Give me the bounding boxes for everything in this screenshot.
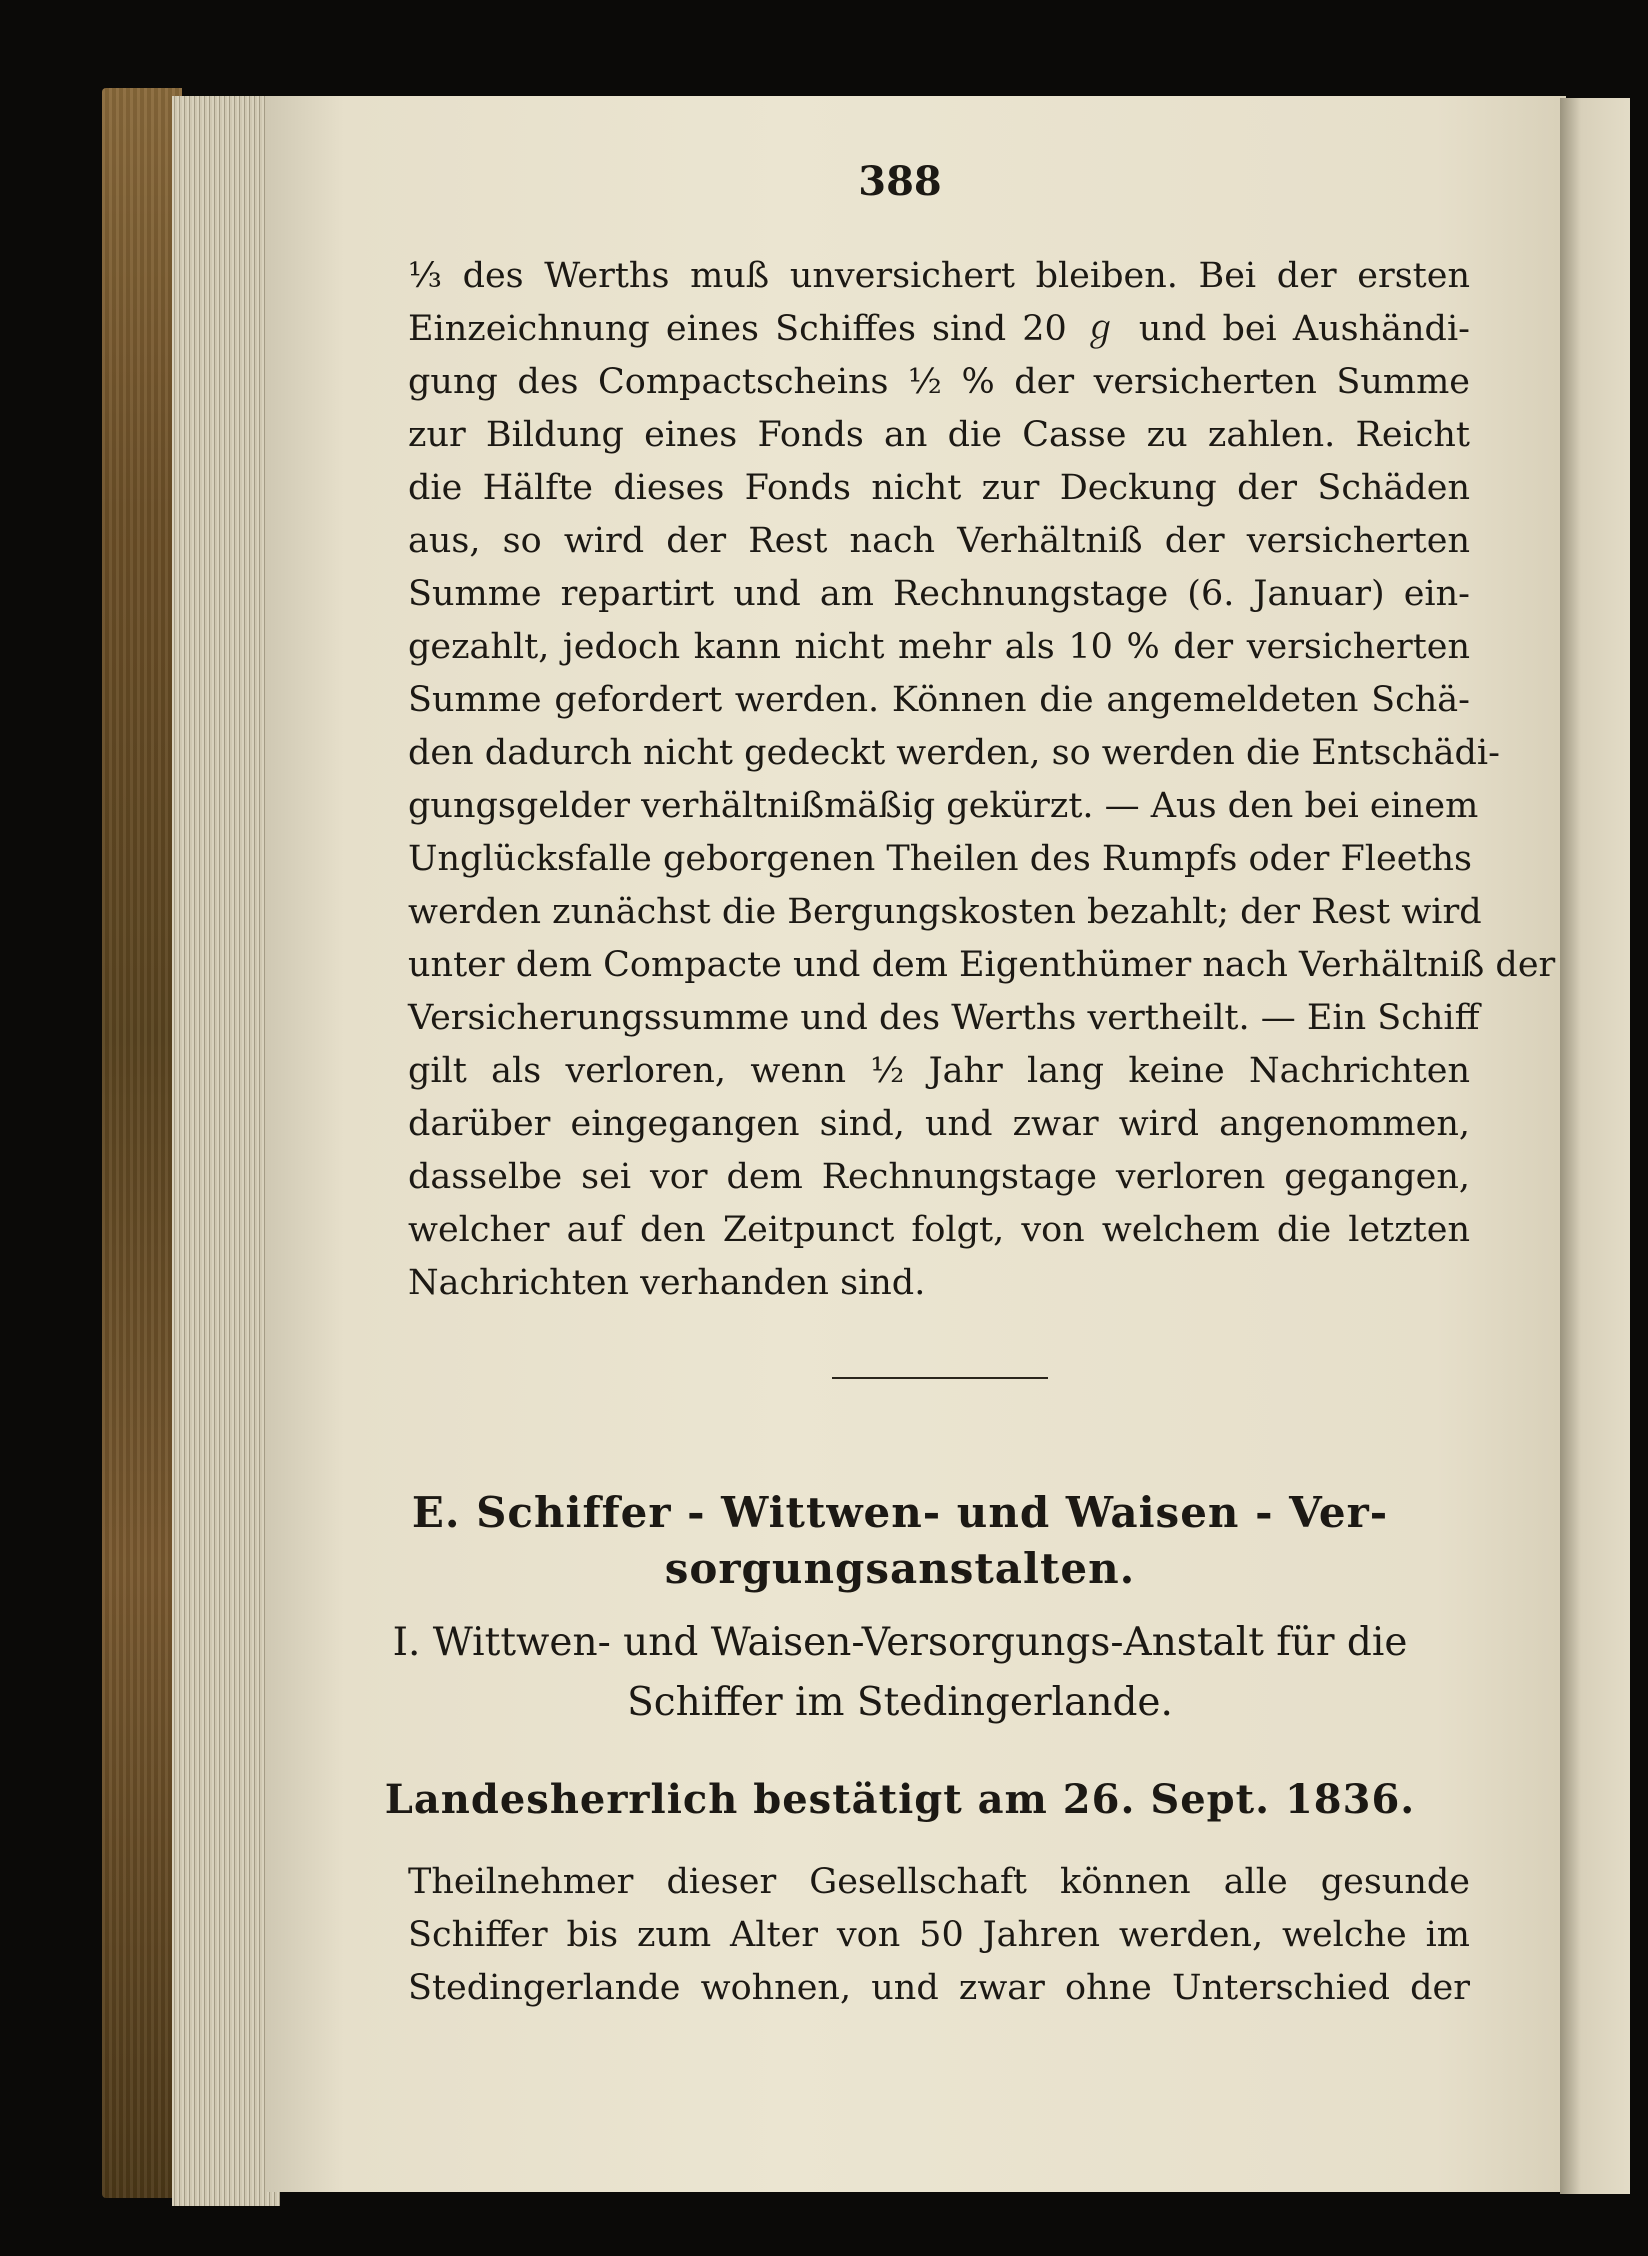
body-line: dasselbe sei vor dem Rechnungstage verloren gegangen,	[408, 1157, 1470, 1197]
body-line: darüber eingegangen sind, und zwar wird angenommen,	[408, 1104, 1470, 1144]
body-line: Nachrichten verhanden sind.	[408, 1263, 926, 1303]
body-line: gungsgelder verhältnißmäßig gekürzt. — Aus den bei einem	[408, 786, 1479, 826]
body-line: unter dem Compacte und dem Eigenthümer nach Verhältniß der	[408, 945, 1556, 985]
body-line: die Hälfte dieses Fonds nicht zur Deckung der Schäden	[408, 468, 1470, 508]
body-line: Stedingerlande wohnen, und zwar ohne Unterschied der	[408, 1968, 1470, 2008]
subsection-heading-line-2: Schiffer im Stedingerlande.	[627, 1680, 1173, 1725]
body-line: welcher auf den Zeitpunct folgt, von welchem die letzten	[408, 1210, 1470, 1250]
body-line: Summe repartirt und am Rechnungstage (6. Januar) ein-	[408, 574, 1470, 614]
confirmation-line: Landesherrlich bestätigt am 26. Sept. 1836.	[384, 1776, 1416, 1823]
section-heading-line-1: E. Schiffer - Wittwen- und Waisen - Ver-	[411, 1488, 1389, 1537]
body-line: werden zunächst die Bergungskosten bezahlt; der Rest wird	[408, 892, 1482, 932]
page-number: 388	[858, 158, 942, 205]
page-stack-edges	[172, 96, 280, 2206]
body-line: gezahlt, jedoch kann nicht mehr als 10 % der versicherten	[408, 627, 1470, 667]
facing-page-edge	[1560, 98, 1630, 2194]
body-line: ⅓ des Werths muß unversichert bleiben. Bei der ersten	[408, 256, 1470, 296]
body-line: Unglücksfalle geborgenen Theilen des Rumpfs oder Fleeths	[408, 839, 1472, 879]
body-line: Versicherungssumme und des Werths vertheilt. — Ein Schiff	[408, 998, 1480, 1038]
body-line: zur Bildung eines Fonds an die Casse zu zahlen. Reicht	[408, 415, 1470, 455]
section-divider	[832, 1377, 1048, 1379]
body-line: Theilnehmer dieser Gesellschaft können alle gesunde	[408, 1862, 1470, 1902]
body-line: Schiffer bis zum Alter von 50 Jahren werden, welche im	[408, 1915, 1470, 1955]
body-line: Summe gefordert werden. Können die angemeldeten Schä-	[408, 680, 1470, 720]
book-cover-edge	[102, 88, 182, 2198]
body-line: Einzeichnung eines Schiffes sind 20 ℊ und bei Aushändi-	[408, 309, 1470, 349]
subsection-heading-line-1: I. Wittwen- und Waisen-Versorgungs-Anstalt für die	[392, 1620, 1408, 1665]
body-line: den dadurch nicht gedeckt werden, so werden die Entschädi-	[408, 733, 1500, 773]
section-heading-line-2: sorgungsanstalten.	[664, 1544, 1136, 1593]
body-line: aus, so wird der Rest nach Verhältniß der versicherten	[408, 521, 1470, 561]
body-line: gilt als verloren, wenn ½ Jahr lang keine Nachrichten	[408, 1051, 1470, 1091]
body-line: gung des Compactscheins ½ % der versicherten Summe	[408, 362, 1470, 402]
